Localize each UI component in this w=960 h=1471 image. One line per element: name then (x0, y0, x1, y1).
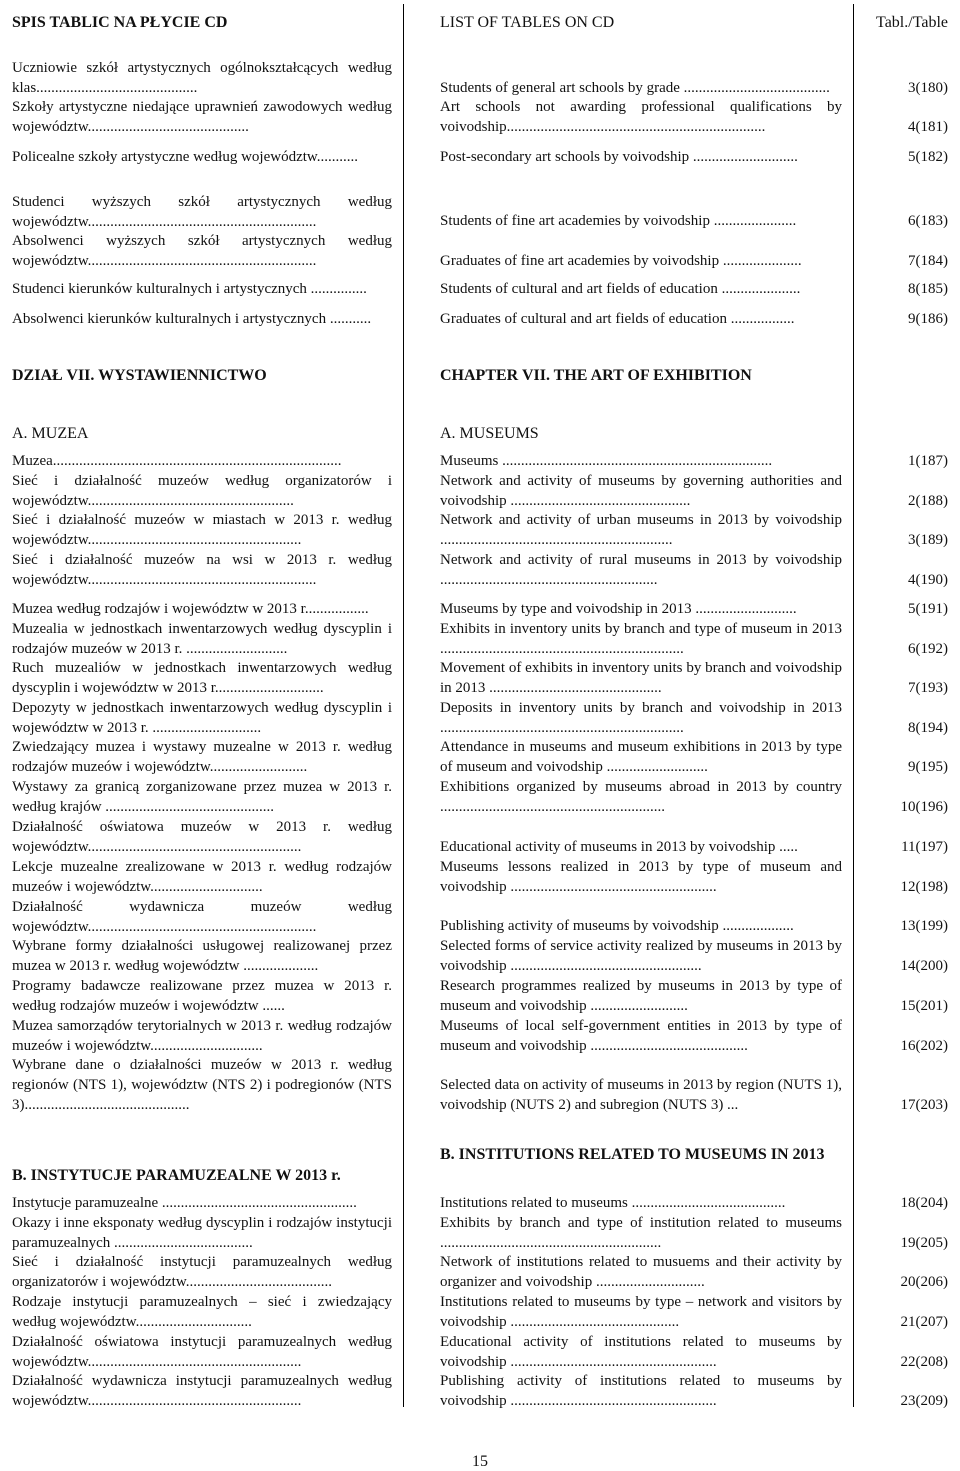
entry-page: 9(195) (908, 759, 948, 775)
entry-page: 14(200) (900, 958, 948, 974)
entry-pl: Sieć i działalność muzeów w miastach w 2013 r. według województw......................................................... (12, 512, 392, 548)
entry-en: Students of general art schools by grade ....................................... (440, 80, 830, 96)
entry-pl: Muzealia w jednostkach inwentarzowych według dyscyplin i rodzajów muzeów w 2013 r. ........................... (12, 621, 392, 657)
entry-page: 15(201) (900, 998, 948, 1014)
entry-pl: Wybrane dane o działalności muzeów w 2013 r. według regionów (NTS 1), województw (NTS 2) i podregionów (NTS 3)............................................ (12, 1057, 392, 1113)
entry-page: 6(183) (908, 213, 948, 229)
entry-en: Exhibitions organized by museums abroad in 2013 by country ............................................................ (440, 779, 842, 815)
entry-page: 16(202) (900, 1038, 948, 1054)
entry-pl: Studenci wyższych szkół artystycznych według województw............................................................. (12, 194, 392, 230)
entry-page: 6(192) (908, 641, 948, 657)
entry-pl: Muzea samorządów terytorialnych w 2013 r. według rodzajów muzeów i województw.............................. (12, 1018, 392, 1054)
chapter-heading-pl: DZIAŁ VII. WYSTAWIENNICTWO (12, 367, 267, 384)
entry-page: 20(206) (900, 1274, 948, 1290)
entry-pl: Absolwenci wyższych szkół artystycznych według województw............................................................. (12, 233, 392, 269)
entry-en: Art schools not awarding professional qualifications by voivodship..................................................................... (440, 99, 842, 135)
entry-page: 5(191) (908, 601, 948, 617)
entry-pl: Sieć i działalność instytucji paramuzealnych według organizatorów i województw....................................... (12, 1254, 392, 1290)
entry-en: Graduates of fine art academies by voivodship ..................... (440, 253, 802, 269)
column-divider-left (403, 4, 404, 1407)
entry-en: Educational activity of institutions related to museums by voivodship ....................................................... (440, 1334, 842, 1370)
entry-page: 4(181) (908, 119, 948, 135)
entry-pl: Rodzaje instytucji paramuzealnych – sieć i zwiedzający według województw............................... (12, 1294, 392, 1330)
entry-page: 12(198) (900, 879, 948, 895)
entry-en: Museums ........................................................................ (440, 453, 773, 469)
entry-pl: Absolwenci kierunków kulturalnych i artystycznych ........... (12, 311, 372, 327)
entry-en: Research programmes realized by museums in 2013 by type of museum and voivodship .......................... (440, 978, 842, 1014)
entry-en: Exhibits by branch and type of institution related to museums ........................................................... (440, 1215, 842, 1251)
page-number: 15 (472, 1453, 488, 1470)
entry-en: Institutions related to museums ......................................... (440, 1195, 786, 1211)
entry-pl: Muzea według rodzajów i województw w 2013 r................. (12, 601, 369, 617)
entry-en: Selected forms of service activity realized by museums in 2013 by voivodship ................................................... (440, 938, 842, 974)
entry-en: Educational activity of museums in 2013 by voivodship ..... (440, 839, 798, 855)
entry-page: 4(190) (908, 572, 948, 588)
entry-page: 23(209) (900, 1393, 948, 1409)
entry-page: 10(196) (900, 799, 948, 815)
entry-page: 5(182) (908, 149, 948, 165)
entry-en: Publishing activity of museums by voivodship ................... (440, 918, 794, 934)
entry-pl: Studenci kierunków kulturalnych i artystycznych ............... (12, 281, 367, 297)
entry-en: Network and activity of museums by governing authorities and voivodship ................................................ (440, 473, 842, 509)
entry-pl: Sieć i działalność muzeów na wsi w 2013 r. według województw............................................................. (12, 552, 392, 588)
entry-pl: Okazy i inne eksponaty według dyscyplin i rodzajów instytucji paramuzealnych ..................................... (12, 1215, 392, 1251)
entry-page: 3(189) (908, 532, 948, 548)
entry-pl: Sieć i działalność muzeów według organizatorów i województw....................................................... (12, 473, 392, 509)
entry-page: 17(203) (900, 1097, 948, 1113)
entry-page: 7(193) (908, 680, 948, 696)
entry-en: Network of institutions related to musuems and their activity by organizer and voivodship ............................. (440, 1254, 842, 1290)
entry-page: 8(185) (908, 281, 948, 297)
entry-en: Network and activity of urban museums in 2013 by voivodship .............................................................. (440, 512, 842, 548)
entry-pl: Działalność wydawnicza instytucji paramuzealnych według województw......................................................... (12, 1373, 392, 1409)
entry-en: Institutions related to museums by type – network and visitors by voivodship ............................................. (440, 1294, 842, 1330)
entry-pl: Wybrane formy działalności usługowej realizowanej przez muzea w 2013 r. według województw .................... (12, 938, 392, 974)
column-divider-right (853, 4, 854, 1407)
chapter-heading-en: CHAPTER VII. THE ART OF EXHIBITION (440, 367, 752, 384)
entry-pl: Działalność oświatowa instytucji paramuzealnych według województw......................................................... (12, 1334, 392, 1370)
entry-page: 13(199) (900, 918, 948, 934)
entry-en: Graduates of cultural and art fields of education ................. (440, 311, 795, 327)
entry-page: 7(184) (908, 253, 948, 269)
entry-page: 2(188) (908, 493, 948, 509)
entry-en: Movement of exhibits in inventory units by branch and voivodship in 2013 .............................................. (440, 660, 842, 696)
entry-en: Selected data on activity of museums in 2013 by region (NUTS 1), voivodship (NUTS 2) and subregion (NUTS 3) ... (440, 1077, 842, 1113)
header-title-en: LIST OF TABLES ON CD (440, 14, 615, 31)
entry-en: Post-secondary art schools by voivodship ............................ (440, 149, 798, 165)
entry-pl: Ruch muzealiów w jednostkach inwentarzowych według dyscyplin i województw w 2013 r............................. (12, 660, 392, 696)
entry-page: 22(208) (900, 1354, 948, 1370)
entry-page: 19(205) (900, 1235, 948, 1251)
entry-pl: Muzea............................................................................. (12, 453, 342, 469)
entry-en: Museums lessons realized in 2013 by type of museum and voivodship ....................................................... (440, 859, 842, 895)
entry-en: Museums of local self-government entities in 2013 by type of museum and voivodship .......................................... (440, 1018, 842, 1054)
entry-page: 9(186) (908, 311, 948, 327)
section-b-heading-en: B. INSTITUTIONS RELATED TO MUSEUMS IN 2013 (440, 1146, 825, 1163)
section-b-heading-pl: B. INSTYTUCJE PARAMUZEALNE W 2013 r. (12, 1167, 341, 1184)
entry-en: Museums by type and voivodship in 2013 ........................... (440, 601, 797, 617)
entry-en: Attendance in museums and museum exhibitions in 2013 by type of museum and voivodship ........................... (440, 739, 842, 775)
entry-pl: Działalność oświatowa muzeów w 2013 r. według województw......................................................... (12, 819, 392, 855)
entry-page: 11(197) (901, 839, 948, 855)
entry-page: 18(204) (900, 1195, 948, 1211)
entry-pl: Wystawy za granicą zorganizowane przez muzea w 2013 r. według krajów ............................................. (12, 779, 392, 815)
entry-pl: Depozyty w jednostkach inwentarzowych według dyscyplin i województw w 2013 r. ............................. (12, 700, 392, 736)
entry-en: Deposits in inventory units by branch and voivodship in 2013 ................................................................. (440, 700, 842, 736)
entry-pl: Zwiedzający muzea i wystawy muzealne w 2013 r. według rodzajów muzeów i województw.......................... (12, 739, 392, 775)
header-table-label: Tabl./Table (876, 14, 948, 31)
entry-page: 1(187) (908, 453, 948, 469)
entry-en: Exhibits in inventory units by branch and type of museum in 2013 ................................................................. (440, 621, 842, 657)
section-a-heading-pl: A. MUZEA (12, 425, 89, 442)
header-title-pl: SPIS TABLIC NA PŁYCIE CD (12, 14, 228, 31)
entry-page: 8(194) (908, 720, 948, 736)
entry-en: Publishing activity of institutions related to museums by voivodship ....................................................... (440, 1373, 842, 1409)
section-a-heading-en: A. MUSEUMS (440, 425, 539, 442)
entry-page: 3(180) (908, 80, 948, 96)
entry-pl: Uczniowie szkół artystycznych ogólnokształcących według klas........................................... (12, 60, 392, 96)
entry-en: Students of fine art academies by voivodship ...................... (440, 213, 797, 229)
entry-pl: Programy badawcze realizowane przez muzea w 2013 r. według rodzajów muzeów i województw ...... (12, 978, 392, 1014)
entry-en: Network and activity of rural museums in 2013 by voivodship .......................................................... (440, 552, 842, 588)
entry-pl: Policealne szkoły artystyczne według województw........... (12, 149, 359, 165)
entry-pl: Instytucje paramuzealne .................................................... (12, 1195, 357, 1211)
entry-en: Students of cultural and art fields of education ..................... (440, 281, 801, 297)
entry-pl: Szkoły artystyczne niedające uprawnień zawodowych według województw........................................... (12, 99, 392, 135)
entry-pl: Lekcje muzealne zrealizowane w 2013 r. według rodzajów muzeów i województw.............................. (12, 859, 392, 895)
entry-page: 21(207) (900, 1314, 948, 1330)
entry-pl: Działalność wydawnicza muzeów według województw............................................................. (12, 899, 392, 935)
